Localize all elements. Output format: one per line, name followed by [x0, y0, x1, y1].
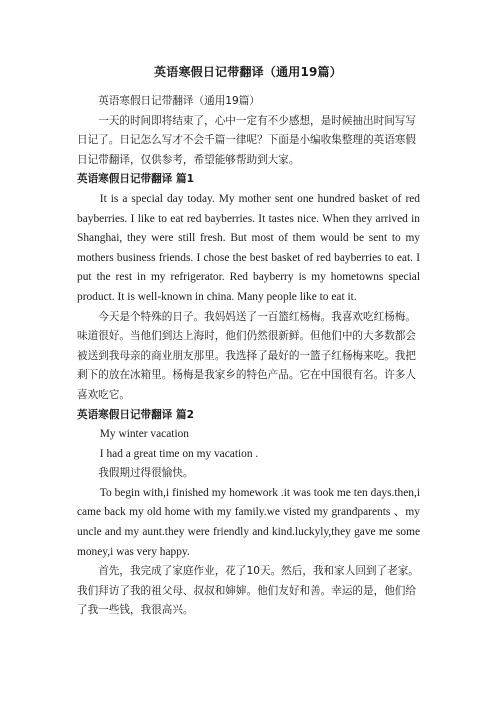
- section2-english-title: My winter vacation: [99, 428, 189, 441]
- section-heading-1: 英语寒假日记带翻译 篇1: [77, 173, 194, 186]
- section2-chinese-line: 我假期过得很愉快。: [98, 467, 194, 480]
- section2-english-line: I had a great time on my vacation .: [99, 447, 259, 460]
- section1-chinese-paragraph: 今天是个特殊的日子。我妈妈送了一百篮红杨梅。我喜欢吃红杨梅。味道很好。当他们到达上海时，他们仍然很新鲜。但他们中的大多数都会被送到我母亲的商业朋友那里。我选择了最好的一篮子红杨梅来吃。我把剩下的放在冰箱里。杨梅是我家乡的特色产品。它在中国很有名。许多人喜欢吃它。: [77, 310, 416, 401]
- intro-paragraph: 一天的时间即将结束了，心中一定有不少感想，是时候抽出时间写写日记了。日记怎么写才不会千篇一律呢？下面是小编收集整理的英语寒假日记带翻译，仅供参考，希望能够帮助到大家。: [77, 114, 416, 166]
- section2-chinese-body: 首先，我完成了家庭作业，花了10天。然后，我和家人回到了老家。我们拜访了我的祖父母、叔叔和婶婶。他们友好和善。幸运的是，他们给了我一些钱，我很高兴。: [77, 565, 419, 617]
- section2-english-body: To begin with,i finished my homework .it was took me ten days.then,i came back my old home with my family.we visted my grandparents 、my uncle and my aunt.they were friendly and kind.luckyly,they gave me some money,i was very happy.: [77, 486, 420, 558]
- section-heading-2: 英语寒假日记带翻译 篇2: [77, 408, 194, 421]
- intro-line: 英语寒假日记带翻译（通用19篇）: [98, 95, 260, 107]
- document-title: 英语寒假日记带翻译（通用19篇）: [154, 65, 342, 79]
- document-body: [77, 92, 420, 621]
- section1-english-paragraph: It is a special day today. My mother sent one hundred basket of red bayberries. I like to eat red bayberries. It tastes nice. When they arrived in Shanghai, they were still fresh. But most of them would be sent to my mothers business friends. I chose the best basket of red bayberries to eat. I put the rest in my refrigerator. Red bayberry is my hometowns special product. It is well-known in china. Many people like to eat it.: [77, 192, 420, 303]
